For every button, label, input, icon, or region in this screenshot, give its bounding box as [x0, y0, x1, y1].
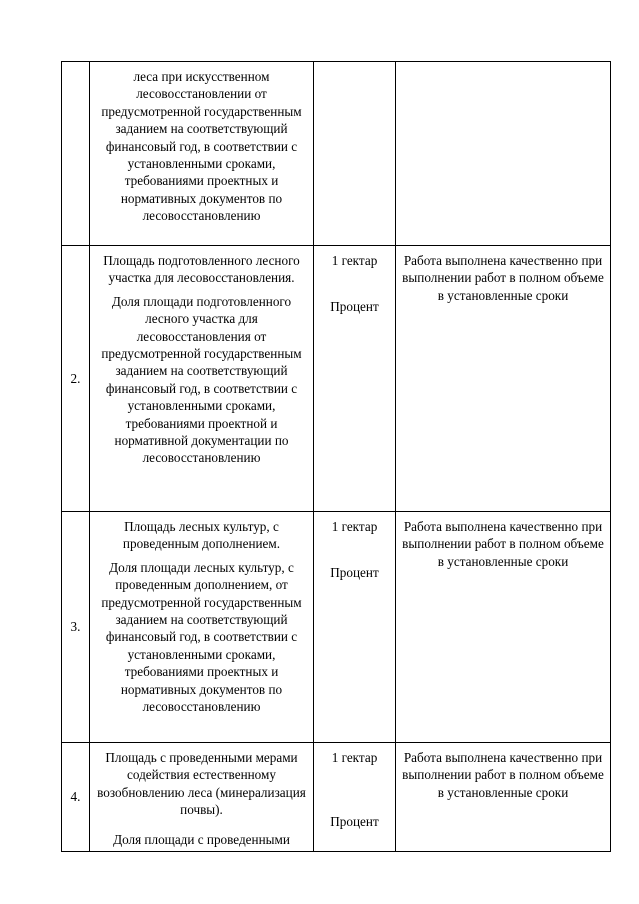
unit-value: 1 гектар [331, 519, 378, 534]
indicator-share-name: Доля площади с проведенными [113, 831, 290, 847]
unit-share-value: Процент [330, 299, 379, 315]
indicator-name-cell [90, 512, 314, 743]
table-row [62, 512, 611, 743]
result-cell [396, 246, 611, 512]
result-text: Работа выполнена качественно при выполнении работ в полном объеме в установленные сроки [402, 253, 604, 303]
indicator-share-name: Доля площади подготовленного лесного участка для лесовосстановления от предусмотренной государственным заданием на соответствующий финансовый год, в соответствии с установленными сроками, требованиями проектной и нормативной документации по лесовосстановлению [101, 293, 302, 466]
result-text: Работа выполнена качественно при выполнении работ в полном объеме в установленные сроки [402, 750, 604, 800]
row-number-cell [62, 512, 90, 743]
table-row [62, 743, 611, 852]
indicator-share-name: Доля площади лесных культур, с проведенным дополнением, от предусмотренной государственным заданием на соответствующий финансовый год, в соответствии с установленными сроками, требованиями проектных и нормативных документов по лесовосстановлению [101, 559, 302, 715]
unit-cell [314, 246, 396, 512]
unit-value: 1 гектар [331, 253, 378, 268]
row-number-cell [62, 246, 90, 512]
unit-share-value: Процент [330, 565, 379, 581]
row-number: 3. [70, 619, 81, 635]
indicator-name-cell [90, 62, 314, 246]
indicator-name: Площадь подготовленного лесного участка для лесовосстановления. [103, 253, 300, 286]
unit-value: 1 гектар [331, 750, 378, 765]
result-cell [396, 743, 611, 852]
row-number-cell [62, 62, 90, 246]
unit-cell [314, 512, 396, 743]
indicator-name-cell [90, 246, 314, 512]
result-cell [396, 62, 611, 246]
table-row [62, 62, 611, 246]
row-number-cell [62, 743, 90, 852]
result-text: Работа выполнена качественно при выполнении работ в полном объеме в установленные сроки [402, 519, 604, 569]
unit-cell [314, 62, 396, 246]
table-row [62, 246, 611, 512]
indicator-name-continuation: леса при искусственном лесовосстановлении от предусмотренной государственным заданием на соответствующий финансовый год, в соответствии с установленными сроками, требованиями проектных и нормативных документов по лесовосстановлению [101, 69, 302, 224]
indicator-name: Площадь лесных культур, с проведенным дополнением. [122, 519, 281, 552]
unit-share-value: Процент [330, 814, 379, 830]
row-number: 2. [70, 370, 81, 386]
result-cell [396, 512, 611, 743]
unit-cell [314, 743, 396, 852]
results-table [61, 61, 611, 852]
row-number: 4. [70, 789, 81, 805]
indicator-name-cell [90, 743, 314, 852]
indicator-name: Площадь с проведенными мерами содействия естественному возобновлению леса (минерализация почвы). [97, 750, 306, 818]
